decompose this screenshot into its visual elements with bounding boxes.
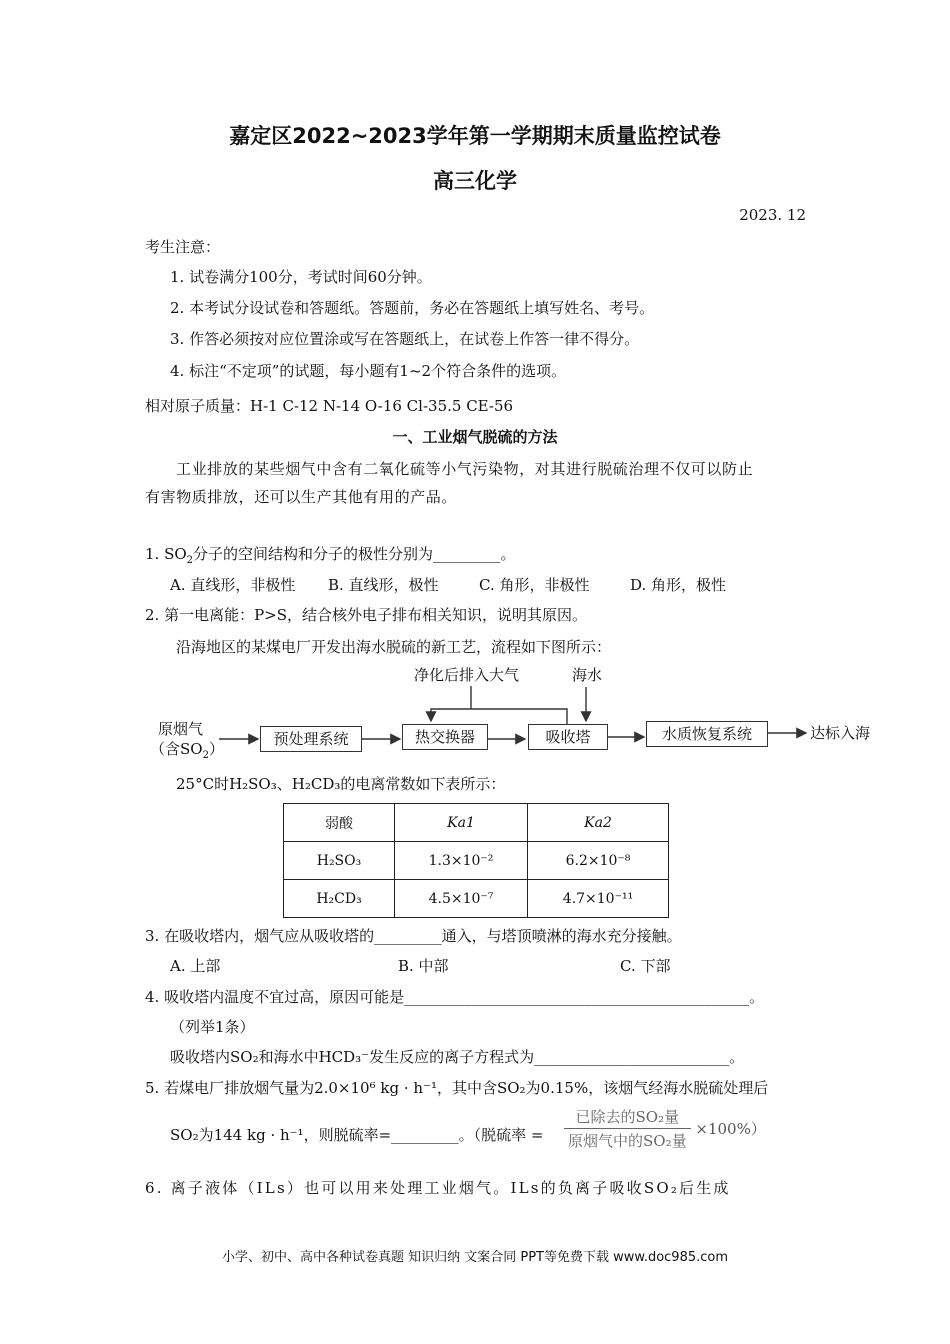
table-cell: 4.7×10⁻¹¹ — [528, 880, 669, 918]
flow-input-line2: （含$SO_2$） — [150, 740, 224, 761]
notice-item-1: 1. 试卷满分100分，考试时间60分钟。 — [170, 268, 432, 286]
page-footer: 小学、初中、高中各种试卷真题 知识归纳 文案合同 PPT等免费下载 www.doc985.com — [221, 1250, 729, 1265]
table-header-row — [284, 804, 669, 842]
table-header-ka2: Ka2 — [528, 804, 669, 842]
question-2-stem: 2. 第一电离能：P>S，结合核外电子排布相关知识，说明其原因。 — [145, 606, 588, 624]
formula-denominator: 原烟气中的SO₂量 — [568, 1132, 687, 1150]
exam-subtitle: 高三化学 — [433, 169, 517, 193]
question-5-line2: SO₂为144 kg · h⁻¹，则脱硫率=_________。（脱硫率 = — [170, 1126, 544, 1144]
formula-numerator: 已除去的SO₂量 — [564, 1106, 691, 1129]
section-title: 一、工业烟气脱硫的方法 — [392, 428, 558, 446]
table-cell: 4.5×10⁻⁷ — [395, 880, 528, 918]
question-3-stem: 3. 在吸收塔内，烟气应从吸收塔的_________通入，与塔顶喷淋的海水充分接触。 — [145, 927, 682, 945]
question-3-option-c: C. 下部 — [620, 957, 671, 975]
notice-item-4: 4. 标注“不定项”的试题，每小题有1~2个符合条件的选项。 — [170, 362, 567, 380]
process-intro: 沿海地区的某煤电厂开发出海水脱硫的新工艺，流程如下图所示： — [176, 638, 612, 656]
flow-box-restore: 水质恢复系统 — [646, 721, 768, 747]
table-cell: 1.3×10⁻² — [395, 842, 528, 880]
atomic-masses: 相对原子质量：H-1 C-12 N-14 O-16 Cl-35.5 CE-56 — [145, 397, 514, 415]
flow-output: 达标入海 — [810, 724, 871, 742]
notice-item-3: 3. 作答必须按对应位置涂或写在答题纸上，在试卷上作答一律不得分。 — [170, 330, 640, 348]
desulfurization-formula — [564, 1106, 766, 1151]
section-intro-line2: 有害物质排放，还可以生产其他有用的产品。 — [145, 488, 458, 506]
flow-purified: 净化后排入大气 — [414, 666, 520, 684]
question-4-stem: 4. 吸收塔内温度不宜过高，原因可能是______________________________________________。 — [145, 988, 765, 1006]
question-1-option-d: D. 角形，极性 — [630, 576, 727, 594]
question-4-note: （列举1条） — [170, 1018, 255, 1036]
flow-seawater: 海水 — [572, 666, 603, 684]
question-3-option-b: B. 中部 — [398, 957, 449, 975]
ionization-table — [283, 803, 669, 918]
notice-heading: 考生注意： — [145, 238, 221, 256]
exam-title: 嘉定区2022~2023学年第一学期期末质量监控试卷 — [229, 124, 721, 148]
exam-date: 2023. 12 — [739, 206, 806, 224]
question-5-line1: 5. 若煤电厂排放烟气量为2.0×10⁶ kg · h⁻¹，其中含SO₂为0.15%，该烟气经海水脱硫处理后 — [145, 1079, 769, 1097]
table-header-acid: 弱酸 — [284, 804, 395, 842]
table-row — [284, 842, 669, 880]
table-row — [284, 880, 669, 918]
table-cell: H₂CD₃ — [284, 880, 395, 918]
flow-input-line1: 原烟气 — [158, 720, 204, 738]
question-3-option-a: A. 上部 — [170, 957, 221, 975]
formula-fraction — [564, 1106, 691, 1151]
question-1-stem: 1. $SO_2$分子的空间结构和分子的极性分别为_________。 — [145, 545, 516, 566]
question-1-option-a: A. 直线形，非极性 — [170, 576, 296, 594]
question-1-option-b: B. 直线形，极性 — [328, 576, 439, 594]
table-cell: 6.2×10⁻⁸ — [528, 842, 669, 880]
flow-box-exchanger: 热交换器 — [402, 724, 488, 750]
table-header-ka1: Ka1 — [395, 804, 528, 842]
formula-tail: ×100%） — [695, 1120, 766, 1138]
section-intro-line1: 工业排放的某些烟气中含有二氧化硫等小气污染物，对其进行脱硫治理不仅可以防止 — [176, 460, 754, 478]
table-intro: 25°C时H₂SO₃、H₂CD₃的电离常数如下表所示： — [176, 775, 506, 793]
flow-box-absorber: 吸收塔 — [528, 724, 608, 750]
question-1-option-c: C. 角形，非极性 — [479, 576, 590, 594]
flow-box-pretreat: 预处理系统 — [260, 726, 362, 752]
question-4-equation-line: 吸收塔内SO₂和海水中HCD₃⁻发生反应的离子方程式为__________________________。 — [170, 1048, 745, 1066]
notice-item-2: 2. 本考试分设试卷和答题纸。答题前，务必在答题纸上填写姓名、考号。 — [170, 299, 655, 317]
table-cell: H₂SO₃ — [284, 842, 395, 880]
question-6-line: 6. 离子液体（ILs）也可以用来处理工业烟气。ILs的负离子吸收SO₂后生成 — [145, 1179, 731, 1197]
